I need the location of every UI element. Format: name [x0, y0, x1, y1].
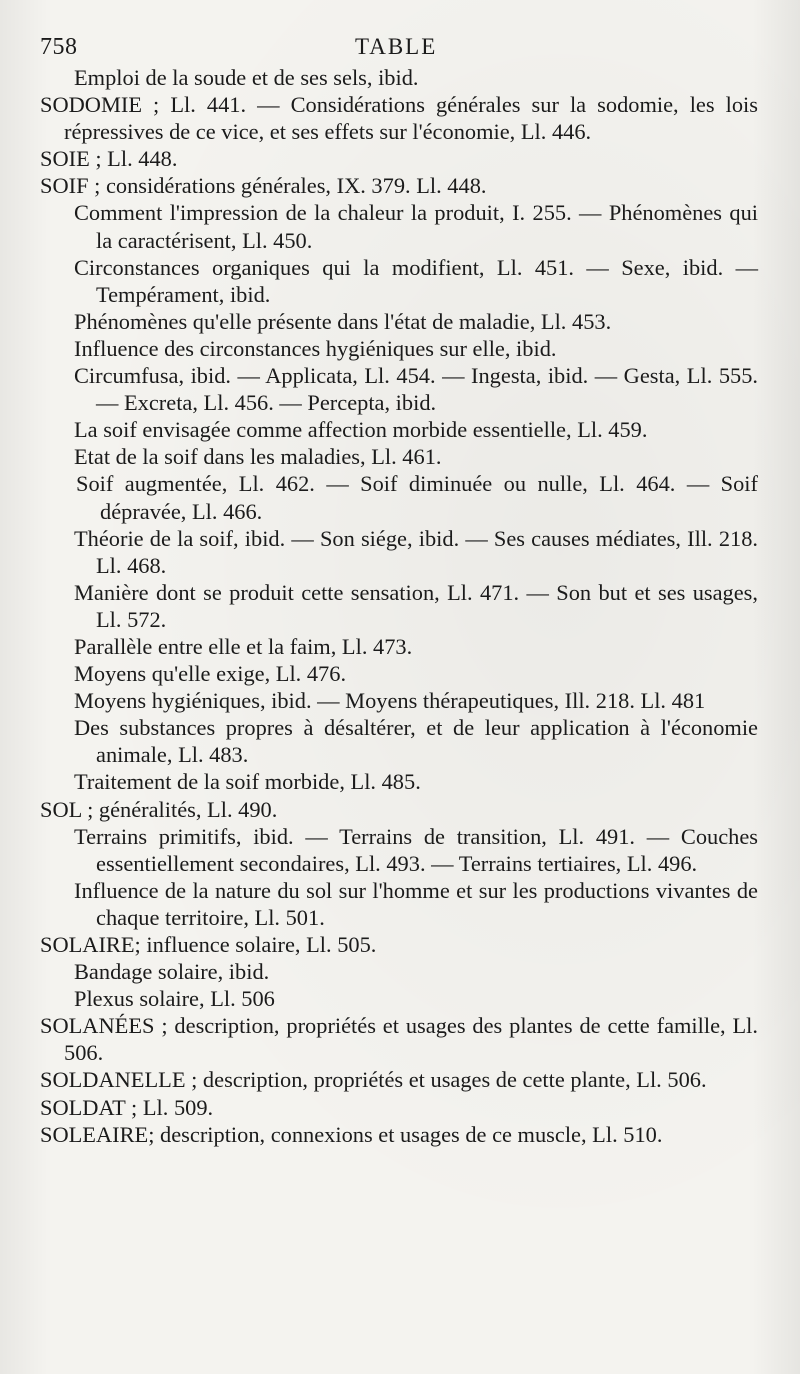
index-subentry: Des substances propres à désaltérer, et de leur application à l'économie animale, Ll. 483. — [74, 715, 758, 768]
index-subentry: Moyens qu'elle exige, Ll. 476. — [74, 661, 347, 687]
index-entry-soie: SOIE ; Ll. 448. — [40, 146, 178, 172]
index-subentry: Manière dont se produit cette sensation, Ll. 471. — Son but et ses usages, Ll. 572. — [74, 579, 758, 632]
index-entry-sol: SOL ; généralités, Ll. 490. — [40, 796, 278, 822]
index-subentry: Comment l'impression de la chaleur la produit, I. 255. — Phénomènes qui la caractérisent, Ll. 450. — [74, 200, 758, 253]
index-subentry: Bandage solaire, ibid. — [74, 959, 270, 985]
index-subentry: Terrains primitifs, ibid. — Terrains de transition, Ll. 491. — Couches essentiellement secondaires, Ll. 493. — Terrains tertiaires, Ll. 496. — [74, 823, 758, 876]
index-subentry: Moyens hygiéniques, ibid. — Moyens thérapeutiques, Ill. 218. Ll. 481 — [74, 688, 706, 714]
index-entry-solaire: SOLAIRE; influence solaire, Ll. 505. — [40, 932, 377, 957]
index-entry: Emploi de la soude et de ses sels, ibid. — [74, 65, 419, 90]
index-subentry: La soif envisagée comme affection morbide essentielle, Ll. 459. — [74, 417, 648, 443]
index-subentry: Circonstances organiques qui la modifient, Ll. 451. — Sexe, ibid. — Tempérament, ibid. — [74, 254, 758, 307]
index-subentry: Etat de la soif dans les maladies, Ll. 461. — [74, 444, 442, 470]
index-subentry: Influence des circonstances hygiéniques sur elle, ibid. — [74, 335, 557, 361]
index-entry-soleaire: SOLEAIRE; description, connexions et usages de ce muscle, Ll. 510. — [40, 1121, 663, 1147]
index-entries — [40, 64, 758, 1148]
index-subentry: Influence de la nature du sol sur l'homme et sur les productions vivantes de chaque territoire, Ll. 501. — [74, 877, 758, 930]
index-subentry: Plexus solaire, Ll. 506 — [74, 986, 275, 1012]
running-title: TABLE — [355, 34, 438, 59]
index-subentry: Parallèle entre elle et la faim, Ll. 473. — [74, 633, 413, 659]
page-number: 758 — [40, 34, 78, 60]
index-subentry: Traitement de la soif morbide, Ll. 485. — [74, 769, 421, 795]
index-subentry: Circumfusa, ibid. — Applicata, Ll. 454. — Ingesta, ibid. — Gesta, Ll. 555. — Excreta, Ll. 456. — Percepta, ibid. — [74, 363, 758, 416]
index-subentry: Théorie de la soif, ibid. — Son siége, ibid. — Ses causes médiates, Ill. 218. Ll. 468. — [74, 525, 758, 578]
index-entry-solanees: SOLANÉES ; description, propriétés et usages des plantes de cette famille, Ll. 506. — [40, 1013, 758, 1066]
index-entry-sodomie: SODOMIE ; Ll. 441. — Considérations générales sur la sodomie, les lois répressives de ce vice, et ses effets sur l'économie, Ll. 446. — [40, 92, 758, 145]
index-entry-soif: SOIF ; considérations générales, IX. 379. Ll. 448. — [40, 173, 487, 199]
index-entry-soldat: SOLDAT ; Ll. 509. — [40, 1094, 214, 1120]
index-entry-soldanelle: SOLDANELLE ; description, propriétés et usages de cette plante, Ll. 506. — [40, 1067, 707, 1093]
index-subentry: Phénomènes qu'elle présente dans l'état de maladie, Ll. 453. — [74, 308, 612, 334]
index-subentry: Soif augmentée, Ll. 462. — Soif diminuée ou nulle, Ll. 464. — Soif dépravée, Ll. 466. — [76, 471, 758, 524]
